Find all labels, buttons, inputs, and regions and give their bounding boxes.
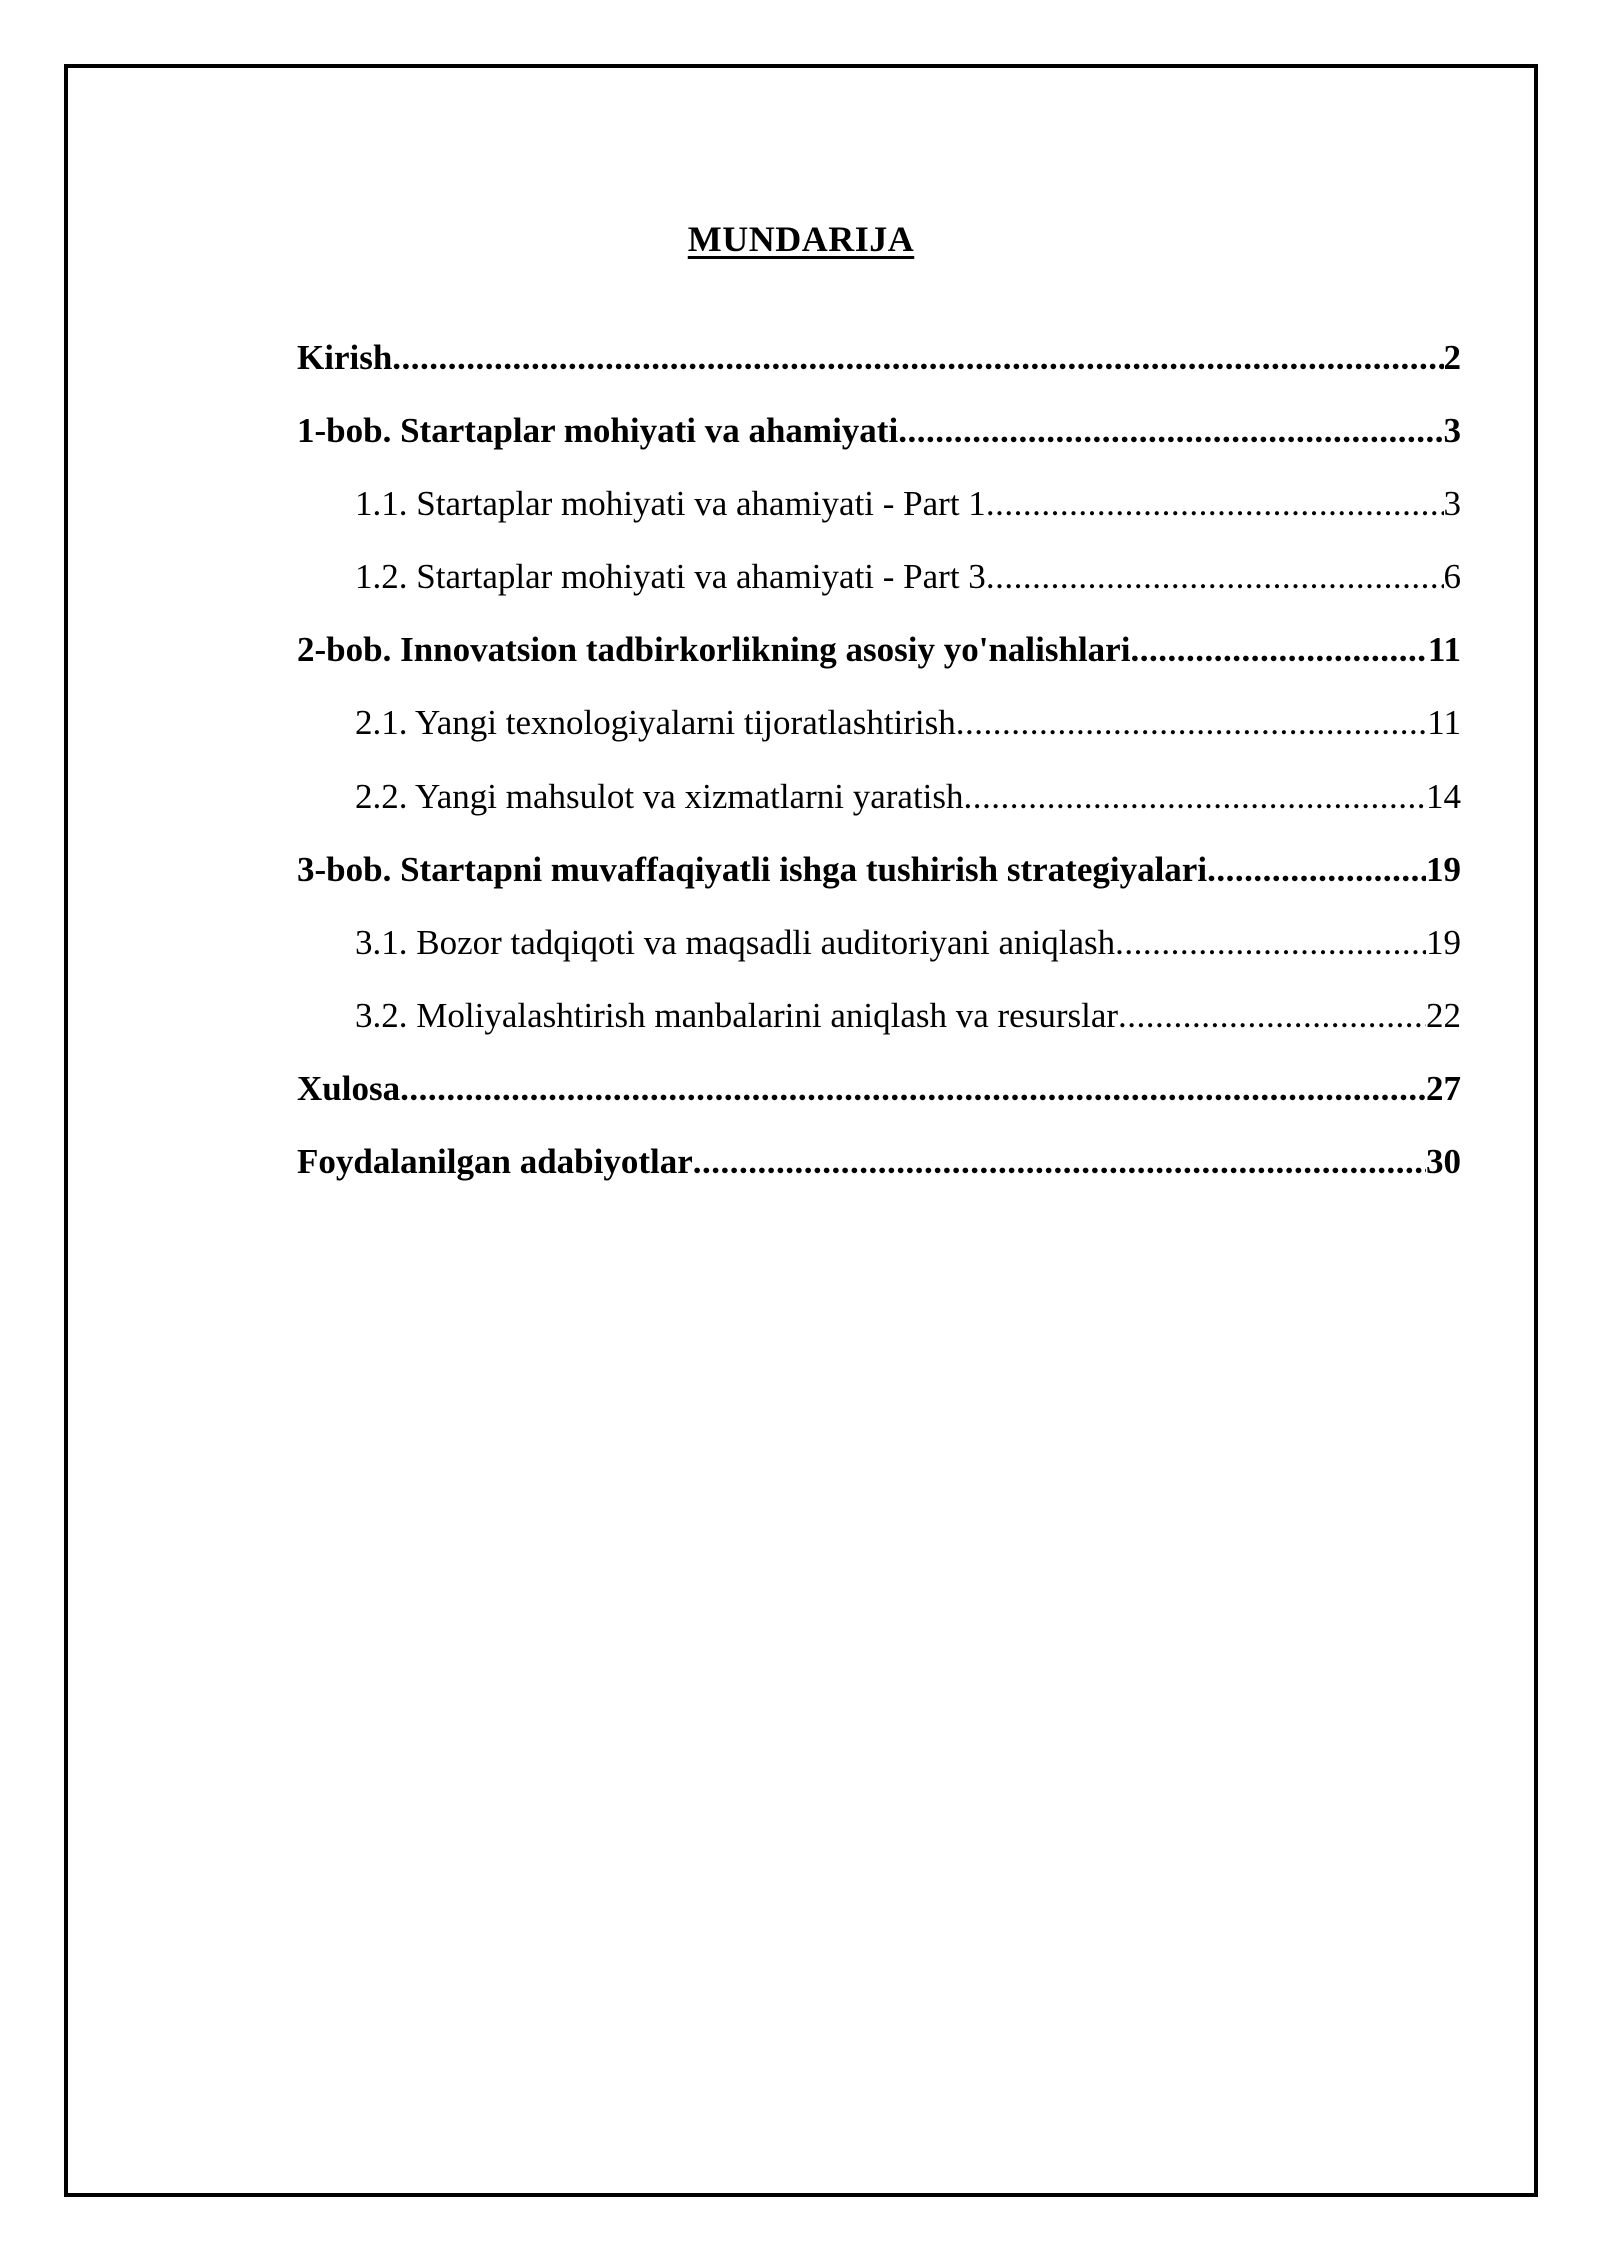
toc-entry-page: 3 <box>1443 484 1461 524</box>
toc-entry-page: 2 <box>1443 338 1461 377</box>
toc-leader-dots <box>1115 915 1426 971</box>
toc-entry-page: 11 <box>1427 703 1461 743</box>
toc-entry-section-3-2[interactable] <box>297 988 1461 1061</box>
toc-entry-conclusion[interactable] <box>297 1061 1461 1134</box>
toc-entry-label: 3.1. Bozor tadqiqoti va maqsadli auditoriyani aniqlash <box>355 922 1116 962</box>
toc-entry-label: 1.2. Startaplar mohiyati va ahamiyati - Part 3 <box>355 557 986 597</box>
table-of-contents <box>297 330 1461 1207</box>
toc-entry-page: 27 <box>1426 1068 1461 1108</box>
toc-entry-label: 1.1. Startaplar mohiyati va ahamiyati - Part 1 <box>355 484 986 524</box>
toc-entry-label: 2.2. Yangi mahsulot va xizmatlarni yaratish <box>355 776 964 816</box>
toc-leader-dots <box>1130 622 1427 678</box>
toc-leader-dots <box>956 695 1428 751</box>
toc-leader-dots <box>986 476 1444 532</box>
toc-entry-page: 22 <box>1426 995 1461 1035</box>
toc-entry-label: 2-bob. Innovatsion tadbirkorlikning asosiy yo'nalishlari <box>297 630 1131 670</box>
toc-leader-dots <box>693 1134 1426 1190</box>
toc-entry-references[interactable] <box>297 1134 1461 1207</box>
toc-entry-page: 30 <box>1426 1142 1461 1182</box>
toc-leader-dots <box>1207 842 1426 898</box>
toc-entry-section-2-1[interactable] <box>297 695 1461 768</box>
toc-leader-dots <box>898 403 1443 459</box>
toc-entry-page: 6 <box>1443 557 1461 597</box>
toc-entry-page: 19 <box>1426 922 1461 962</box>
toc-entry-chapter-3[interactable] <box>297 842 1461 915</box>
toc-leader-dots <box>986 549 1444 605</box>
toc-entry-page: 3 <box>1443 411 1461 451</box>
toc-leader-dots <box>392 330 1443 386</box>
toc-entry-chapter-1[interactable] <box>297 403 1461 476</box>
toc-entry-label: 2.1. Yangi texnologiyalarni tijoratlashtirish <box>355 703 956 743</box>
toc-entry-section-3-1[interactable] <box>297 915 1461 988</box>
toc-entry-introduction[interactable] <box>297 330 1461 403</box>
toc-entry-section-1-2[interactable] <box>297 549 1461 622</box>
toc-leader-dots <box>1118 988 1426 1044</box>
toc-leader-dots <box>400 1061 1426 1117</box>
toc-entry-section-2-2[interactable] <box>297 769 1461 842</box>
toc-entry-page: 19 <box>1426 849 1461 889</box>
toc-entry-label: Xulosa <box>297 1068 401 1108</box>
toc-entry-section-1-1[interactable] <box>297 476 1461 549</box>
toc-leader-dots <box>964 769 1426 825</box>
toc-entry-label: 3-bob. Startapni muvaffaqiyatli ishga tushirish strategiyalari <box>297 849 1208 889</box>
toc-entry-label: Foydalanilgan adabiyotlar <box>297 1142 693 1182</box>
toc-entry-chapter-2[interactable] <box>297 622 1461 695</box>
toc-title: MUNDARIJA <box>687 219 915 259</box>
toc-entry-page: 11 <box>1427 630 1461 670</box>
toc-entry-page: 14 <box>1426 776 1461 816</box>
toc-entry-label: 3.2. Moliyalashtirish manbalarini aniqlash va resurslar <box>355 995 1119 1035</box>
toc-entry-label: Kirish <box>297 338 393 377</box>
page-frame <box>64 64 1538 2197</box>
toc-entry-label: 1-bob. Startaplar mohiyati va ahamiyati <box>297 411 899 451</box>
